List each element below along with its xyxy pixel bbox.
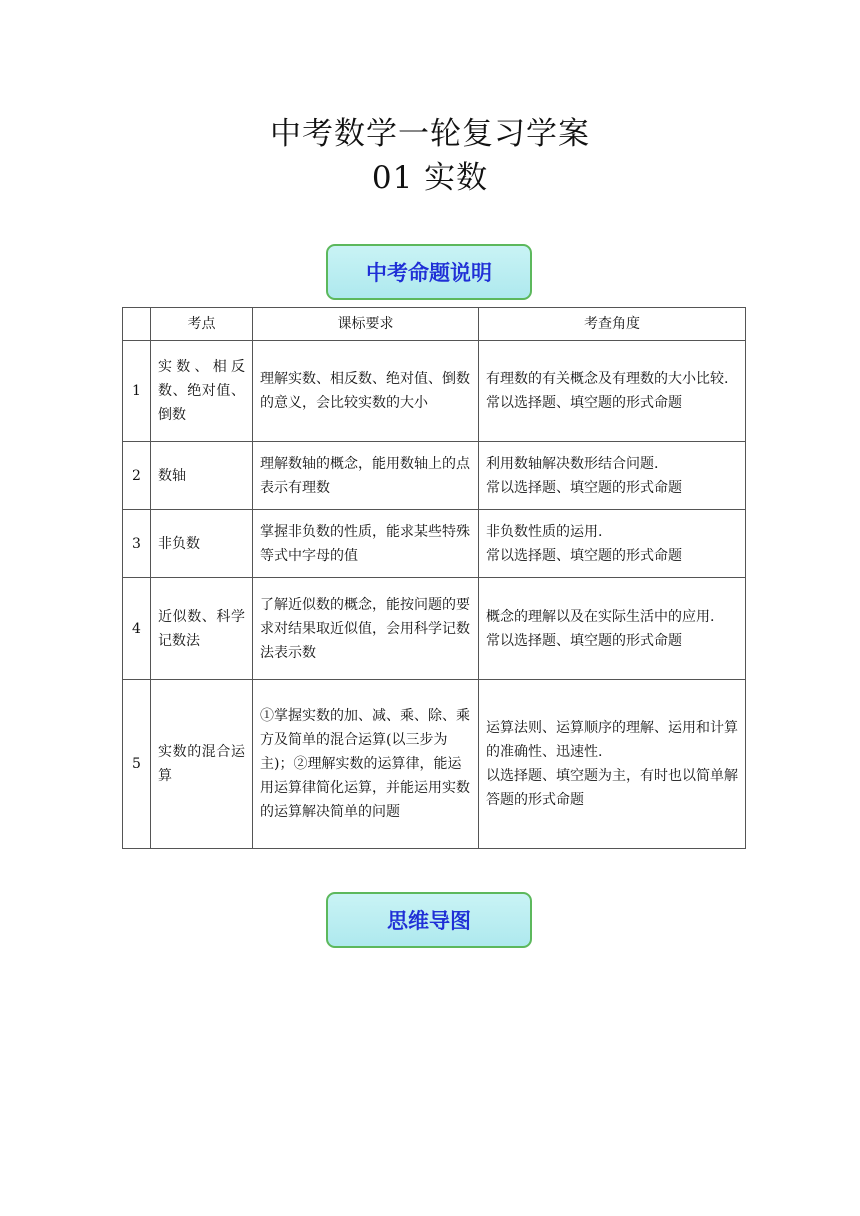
table-row <box>123 341 746 442</box>
row-requirement: 掌握非负数的性质，能求某些特殊等式中字母的值 <box>253 510 479 578</box>
header-cell-topic: 考点 <box>151 308 253 341</box>
row-angle <box>479 680 746 849</box>
table-row <box>123 680 746 849</box>
row-angle <box>479 578 746 680</box>
table-header-row <box>123 308 746 341</box>
row-topic: 非负数 <box>151 510 253 578</box>
exam-points-table <box>122 307 746 849</box>
angle-line: 利用数轴解决数形结合问题. <box>486 455 659 472</box>
table-row <box>123 442 746 510</box>
header-cell-index <box>123 308 151 341</box>
row-topic: 近似数、科学记数法 <box>151 578 253 680</box>
angle-line: 运算法则、运算顺序的理解、运用和计算的准确性、迅速性. <box>486 720 738 760</box>
row-requirement: ①掌握实数的加、减、乘、除、乘方及简单的混合运算(以三步为主)；②理解实数的运算律，能运用运算律简化运算，并能运用实数的运算解决简单的问题 <box>253 680 479 849</box>
row-requirement: 了解近似数的概念，能按问题的要求对结果取近似值，会用科学记数法表示数 <box>253 578 479 680</box>
angle-line: 常以选择题、填空题的形式命题 <box>486 395 682 411</box>
angle-line: 以选择题、填空题为主，有时也以简单解答题的形式命题 <box>486 768 738 808</box>
row-topic: 实数、相反数、绝对值、倒数 <box>151 341 253 442</box>
row-number: 4 <box>123 578 151 680</box>
angle-line: 常以选择题、填空题的形式命题 <box>486 632 682 649</box>
document-subtitle: 01 实数 <box>371 160 489 196</box>
document-title: 中考数学一轮复习学案 <box>270 116 590 152</box>
row-angle <box>479 442 746 510</box>
row-topic: 实数的混合运算 <box>151 680 253 849</box>
angle-line: 非负数性质的运用. <box>486 523 603 540</box>
angle-line: 常以选择题、填空题的形式命题 <box>486 547 682 564</box>
row-angle <box>479 510 746 578</box>
row-requirement: 理解数轴的概念，能用数轴上的点表示有理数 <box>253 442 479 510</box>
section-banner-exam-notes: 中考命题说明 <box>326 244 532 300</box>
header-cell-requirement: 课标要求 <box>253 308 479 341</box>
row-number: 1 <box>123 341 151 442</box>
header-cell-angle: 考查角度 <box>479 308 746 341</box>
row-number: 5 <box>123 680 151 849</box>
section-banner-mind-map: 思维导图 <box>326 892 532 948</box>
angle-line: 有理数的有关概念及有理数的大小比较. <box>486 371 729 387</box>
row-angle <box>479 341 746 442</box>
table-row <box>123 578 746 680</box>
angle-line: 常以选择题、填空题的形式命题 <box>486 479 682 496</box>
row-requirement: 理解实数、相反数、绝对值、倒数的意义，会比较实数的大小 <box>253 341 479 442</box>
row-topic: 数轴 <box>151 442 253 510</box>
row-number: 3 <box>123 510 151 578</box>
angle-line: 概念的理解以及在实际生活中的应用. <box>486 608 715 625</box>
table-row <box>123 510 746 578</box>
row-number: 2 <box>123 442 151 510</box>
